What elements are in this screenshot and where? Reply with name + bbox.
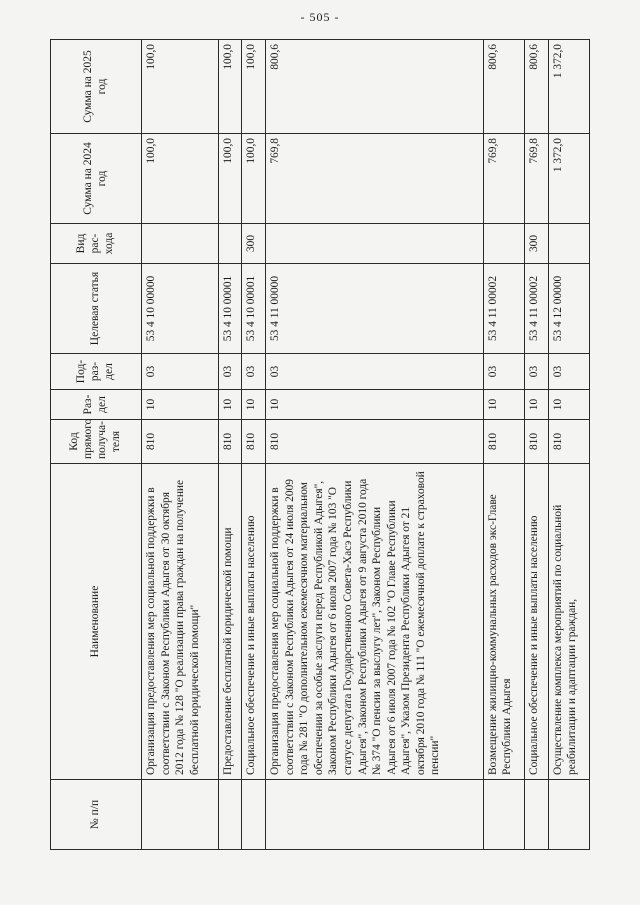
cell-subsection: 03	[524, 354, 548, 390]
cell-expense	[218, 224, 242, 264]
cell-num	[142, 780, 219, 850]
cell-code: 810	[483, 420, 524, 464]
cell-sum-2025: 100,0	[142, 40, 219, 134]
cell-target: 53 4 10 00001	[218, 264, 242, 354]
cell-expense: 300	[242, 224, 266, 264]
cell-subsection: 03	[142, 354, 219, 390]
header-num: № п/п	[51, 780, 142, 850]
cell-name: Социальное обеспечение и иные выплаты населению	[524, 464, 548, 780]
cell-num	[218, 780, 242, 850]
cell-sum-2024: 100,0	[218, 134, 242, 224]
cell-sum-2025: 1 372,0	[548, 40, 589, 134]
cell-expense	[265, 224, 483, 264]
header-sum-2024: Сумма на 2024 год	[51, 134, 142, 224]
table-row	[218, 40, 242, 850]
cell-section: 10	[548, 390, 589, 420]
cell-expense: 300	[524, 224, 548, 264]
cell-code: 810	[242, 420, 266, 464]
cell-expense	[548, 224, 589, 264]
cell-expense	[483, 224, 524, 264]
header-target: Целевая статья	[51, 264, 142, 354]
cell-num	[548, 780, 589, 850]
cell-subsection: 03	[218, 354, 242, 390]
cell-subsection: 03	[265, 354, 483, 390]
cell-subsection: 03	[548, 354, 589, 390]
cell-target: 53 4 10 00001	[242, 264, 266, 354]
cell-sum-2024: 769,8	[524, 134, 548, 224]
cell-sum-2025: 100,0	[242, 40, 266, 134]
cell-sum-2025: 800,6	[483, 40, 524, 134]
cell-code: 810	[265, 420, 483, 464]
cell-section: 10	[242, 390, 266, 420]
cell-sum-2024: 100,0	[242, 134, 266, 224]
cell-section: 10	[524, 390, 548, 420]
cell-name: Организация предоставления мер социальной поддержки в соответствии с Законом Республики Адыгея от 24 июля 2009 года № 281 "О дополнительном ежемесячном материальном обеспечении за особые заслуги перед Республикой Адыгея", Законом Республики Адыгея от 6 июля 2007 года № 103 "О статусе депутата Государственного Совета-Хасэ Республики Адыгея", Законом Республики Адыгея от 9 августа 2010 года № 374 "О пенсии за выслугу лет", Законом Республики Адыгея от 6 июля 2007 года № 102 "О Главе Республики Адыгея", Указом Президента Республики Адыгея от 21 октября 2010 года № 111 "О ежемесячной доплате к страховой пенсии"	[265, 464, 483, 780]
cell-target: 53 4 10 00000	[142, 264, 219, 354]
cell-section: 10	[142, 390, 219, 420]
cell-num	[483, 780, 524, 850]
cell-target: 53 4 11 00002	[483, 264, 524, 354]
page-number: - 505 -	[300, 10, 340, 24]
cell-code: 810	[218, 420, 242, 464]
cell-expense	[142, 224, 219, 264]
cell-name: Осуществление комплекса мероприятий по социальной реабилитации и адаптации граждан,	[548, 464, 589, 780]
cell-target: 53 4 11 00000	[265, 264, 483, 354]
budget-table	[50, 39, 590, 850]
cell-num	[524, 780, 548, 850]
header-subsection: Под-раз-дел	[51, 354, 142, 390]
header-sum-2025: Сумма на 2025 год	[51, 40, 142, 134]
cell-name: Социальное обеспечение и иные выплаты населению	[242, 464, 266, 780]
cell-code: 810	[524, 420, 548, 464]
table-row	[265, 40, 483, 850]
cell-sum-2024: 1 372,0	[548, 134, 589, 224]
cell-sum-2024: 769,8	[265, 134, 483, 224]
cell-name: Предоставление бесплатной юридической помощи	[218, 464, 242, 780]
cell-section: 10	[265, 390, 483, 420]
cell-sum-2025: 800,6	[265, 40, 483, 134]
cell-num	[242, 780, 266, 850]
table-row	[142, 40, 219, 850]
cell-sum-2025: 100,0	[218, 40, 242, 134]
table-header-row	[51, 40, 142, 850]
cell-subsection: 03	[483, 354, 524, 390]
cell-name: Организация предоставления мер социальной поддержки в соответствии с Законом Республики Адыгея от 30 октября 2012 года № 128 "О реализации права граждан на получение бесплатной юридической помощи"	[142, 464, 219, 780]
cell-code: 810	[548, 420, 589, 464]
cell-sum-2024: 769,8	[483, 134, 524, 224]
header-expense: Вид рас-хода	[51, 224, 142, 264]
header-code: Код прямого получа-теля	[51, 420, 142, 464]
cell-section: 10	[483, 390, 524, 420]
header-section: Раз-дел	[51, 390, 142, 420]
table-row	[548, 40, 589, 850]
rotated-table-wrapper	[50, 40, 590, 850]
header-name: Наименование	[51, 464, 142, 780]
table-row	[524, 40, 548, 850]
cell-target: 53 4 11 00002	[524, 264, 548, 354]
cell-code: 810	[142, 420, 219, 464]
cell-name: Возмещение жилищно-коммунальных расходов экс-Главе Республики Адыгея	[483, 464, 524, 780]
cell-sum-2024: 100,0	[142, 134, 219, 224]
cell-num	[265, 780, 483, 850]
cell-target: 53 4 12 00000	[548, 264, 589, 354]
cell-section: 10	[218, 390, 242, 420]
cell-sum-2025: 800,6	[524, 40, 548, 134]
cell-subsection: 03	[242, 354, 266, 390]
table-row	[242, 40, 266, 850]
table-row	[483, 40, 524, 850]
